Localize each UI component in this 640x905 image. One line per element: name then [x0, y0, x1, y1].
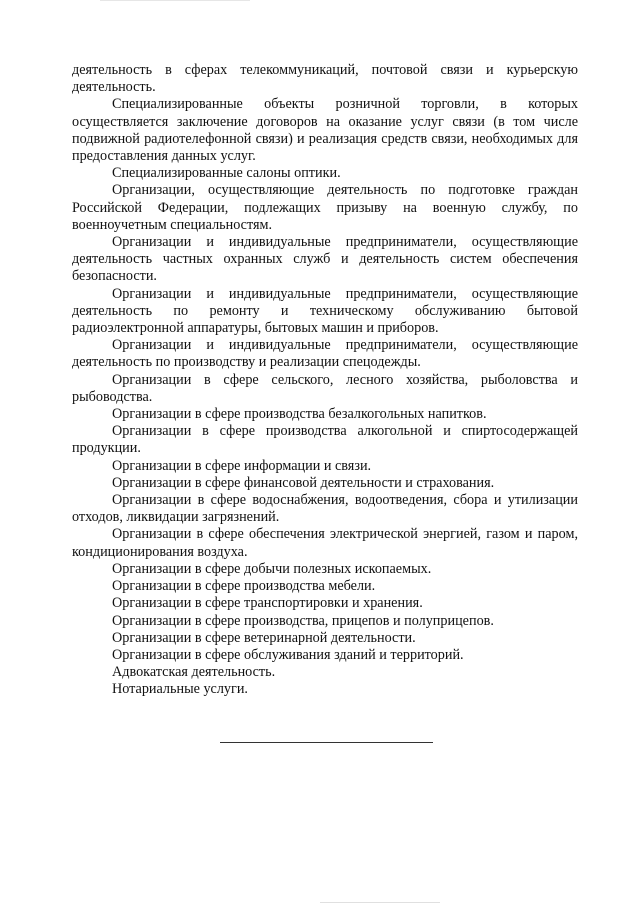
paragraph-veterinary: Организации в сфере ветеринарной деятельности.: [112, 629, 416, 646]
paragraph-trailers: Организации в сфере производства, прицепов и полуприцепов.: [112, 612, 494, 629]
paragraph-finance: Организации в сфере финансовой деятельности и страхования.: [112, 474, 495, 491]
document-body: [72, 62, 578, 699]
paragraph-notary: Нотариальные услуги.: [112, 681, 248, 698]
paragraph-appliance-repair: Организации и индивидуальные предприниматели, осуществляющие деятельность по ремонту и техническому обслуживанию бытовой радиоэлектронной аппаратуры, бытовых машин и приборов.: [72, 285, 578, 337]
paragraph-information: Организации в сфере информации и связи.: [112, 457, 372, 474]
scan-artifact-top: [100, 0, 250, 1]
paragraph-advocacy: Адвокатская деятельность.: [112, 664, 276, 681]
paragraph-agriculture: Организации в сфере сельского, лесного хозяйства, рыболовства и рыбоводства.: [72, 371, 578, 405]
paragraph-security-services: Организации и индивидуальные предприниматели, осуществляющие деятельность частных охранных служб и деятельность систем обеспечения безопасности.: [72, 234, 578, 285]
paragraph-optics: Специализированные салоны оптики.: [112, 165, 341, 182]
paragraph-continuation: деятельность в сферах телекоммуникаций, почтовой связи и курьерскую деятельность.: [72, 62, 578, 96]
paragraph-water-supply: Организации в сфере водоснабжения, водоотведения, сбора и утилизации отходов, ликвидации загрязнений.: [72, 492, 578, 526]
paragraph-transport: Организации в сфере транспортировки и хранения.: [112, 595, 423, 612]
paragraph-retail-communications: Специализированные объекты розничной торговли, в которых осуществляется заключение договоров на оказание услуг связи (в том числе подвижной радиотелефонной связи) и реализация средств связи, необходимых для предоставления данных услуг.: [72, 96, 578, 165]
paragraph-furniture: Организации в сфере производства мебели.: [112, 578, 376, 595]
paragraph-military-training: Организации, осуществляющие деятельность по подготовке граждан Российской Федерации, подлежащих призыву на военную службу, по военноучетным специальностям.: [72, 182, 578, 233]
paragraph-buildings: Организации в сфере обслуживания зданий и территорий.: [112, 646, 464, 663]
paragraph-workwear: Организации и индивидуальные предприниматели, осуществляющие деятельность по производству и реализации спецодежды.: [72, 337, 578, 371]
paragraph-alcohol: Организации в сфере производства алкогольной и спиртосодержащей продукции.: [72, 423, 578, 457]
end-of-document-rule: [220, 742, 433, 743]
paragraph-mining: Организации в сфере добычи полезных ископаемых.: [112, 560, 432, 577]
scan-artifact-bottom: [320, 902, 440, 903]
paragraph-energy: Организации в сфере обеспечения электрической энергией, газом и паром, кондиционирования воздуха.: [72, 526, 578, 560]
paragraph-soft-drinks: Организации в сфере производства безалкогольных напитков.: [112, 406, 487, 423]
